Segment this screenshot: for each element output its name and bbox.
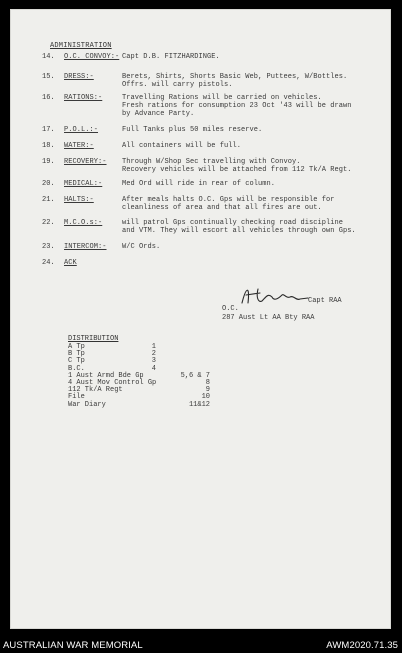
distribution-copy-number: 2 [151,350,156,359]
distribution-recipient: C Tp [68,357,85,366]
item-text-line: by Advance Party. [122,109,195,118]
item-text-line: Offrs. will carry pistols. [122,80,233,89]
distribution-copy-number: 10 [201,393,210,402]
item-text-line: Capt D.B. FITZHARDINGE. [122,53,220,61]
item-label: RATIONS:- [64,94,103,102]
item-label: INTERCOM:- [64,243,107,251]
signature-unit: 287 Aust Lt AA Bty RAA [222,314,315,322]
item-number: 20. [42,180,55,188]
item-label: RECOVERY:- [64,158,107,166]
item-number: 14. [42,53,55,61]
item-label: M.C.O.s:- [64,219,103,227]
item-number: 22. [42,219,55,227]
distribution-copy-number: 9 [205,386,210,395]
item-text-line: Med Ord will ride in rear of column. [122,180,276,188]
distribution-copy-number: 11&12 [188,400,210,409]
distribution-recipient: File [68,393,85,402]
distribution-recipient: B.C. [68,364,85,373]
document-page [10,9,391,629]
distribution-recipient: 112 Tk/A Regt [68,386,123,395]
item-text-line: Berets, Shirts, Shorts Basic Web, Puttees, W/Bottles. [122,73,348,81]
item-number: 16. [42,94,55,102]
item-label: WATER:- [64,142,94,150]
footer-accession-number: AWM2020.71.35 [326,640,398,651]
item-label: HALTS:- [64,196,94,204]
item-text-line: After meals halts O.C. Gps will be responsible for [122,196,335,204]
item-text-line: W/C Ords. [122,243,161,251]
distribution-heading: DISTRIBUTION [68,335,119,343]
item-text-line: All containers will be full. [122,142,242,150]
item-label: ACK [64,259,77,267]
item-text-line: Through W/Shop Sec travelling with Convoy. [122,158,301,166]
handwritten-signature [238,283,318,307]
item-label: DRESS:- [64,73,94,81]
item-number: 17. [42,126,55,134]
distribution-recipient: 4 Aust Mov Control Gp [68,379,157,387]
distribution-recipient: B Tp [68,350,85,359]
distribution-recipient: 1 Aust Armd Bde Gp [68,371,144,380]
item-number: 21. [42,196,55,204]
item-text-line: will patrol Gps continually checking road discipline [122,219,344,227]
item-label: P.O.L.:- [64,126,99,134]
item-text-line: Recovery vehicles will be attached from 112 Tk/A Regt. [122,165,352,174]
item-number: 18. [42,142,55,150]
item-text-line: Travelling Rations will be carried on vehicles. [122,94,322,102]
distribution-copy-number: 3 [151,357,156,366]
item-label: O.C. CONVOY:- [64,53,120,61]
item-number: 19. [42,158,55,166]
item-text-line: Fresh rations for consumption 23 Oct '43 will be drawn [122,101,352,110]
signature-rank: Capt RAA [308,297,342,305]
footer-credit: AUSTRALIAN WAR MEMORIAL [3,640,143,651]
item-label: MEDICAL:- [64,180,103,188]
item-text-line: Full Tanks plus 50 miles reserve. [122,126,263,134]
item-text-line: and VTM. They will escort all vehicles through own Gps. [122,226,356,235]
section-heading: ADMINISTRATION [50,42,112,50]
distribution-recipient: A Tp [68,343,85,351]
distribution-copy-number: 1 [151,343,156,351]
item-number: 23. [42,243,55,251]
distribution-recipient: War Diary [68,400,106,409]
distribution-copy-number: 8 [205,379,210,387]
item-number: 24. [42,259,55,267]
signature-appointment: O.C. [222,305,239,313]
distribution-copy-number: 5,6 & 7 [180,371,210,380]
distribution-copy-number: 4 [151,364,156,373]
item-text-line: cleanliness of area and that all fires are out. [122,203,322,212]
item-number: 15. [42,73,55,81]
